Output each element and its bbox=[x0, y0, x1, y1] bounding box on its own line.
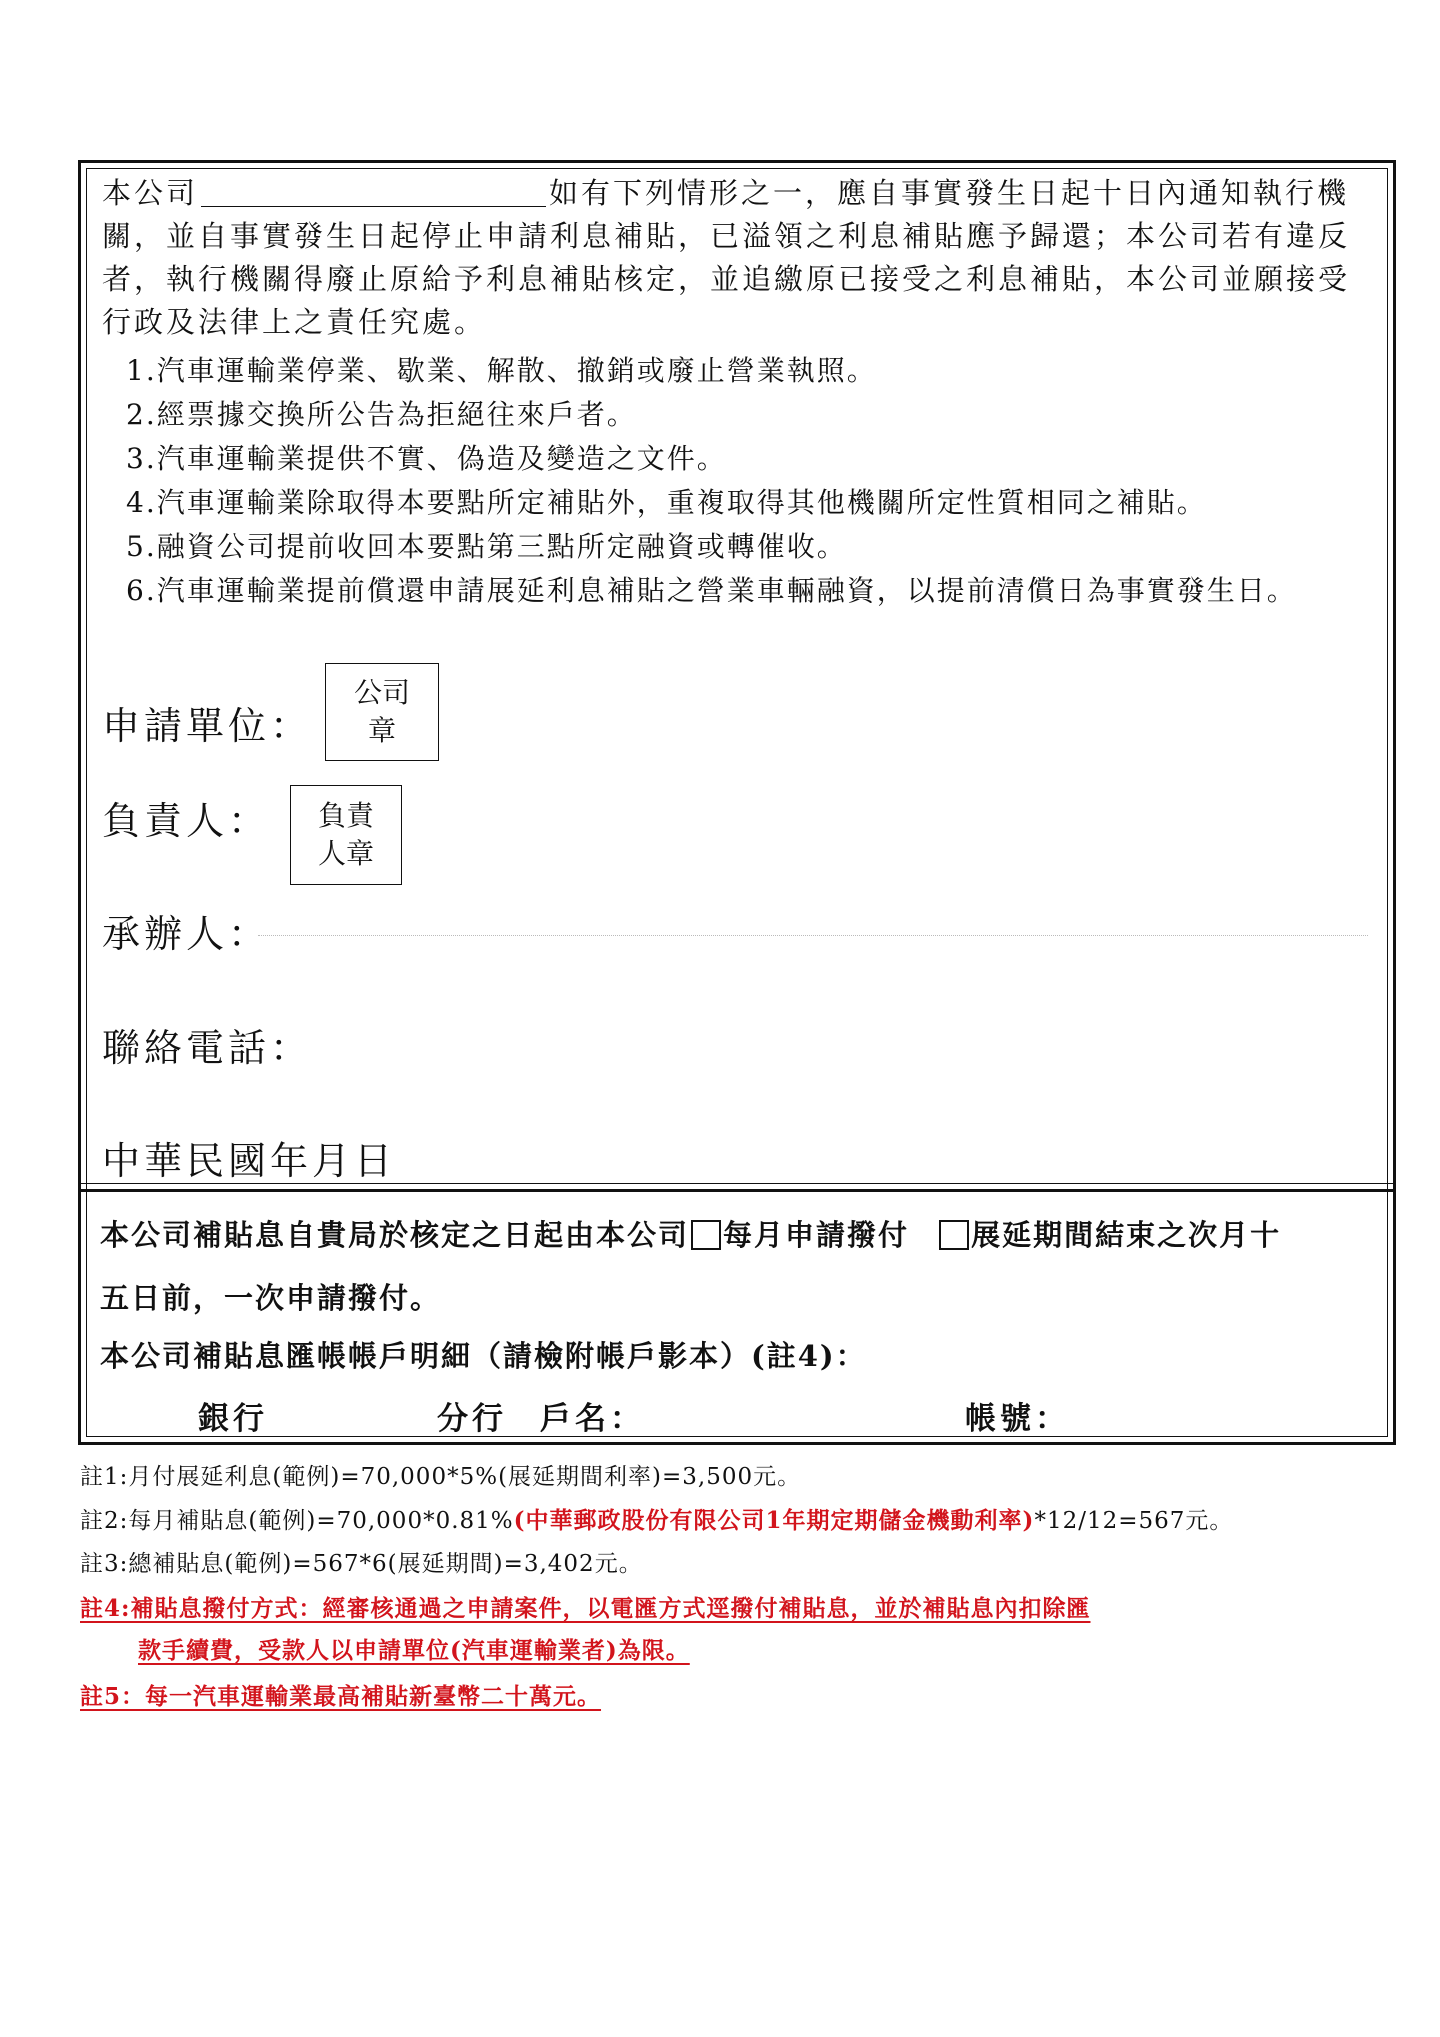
note-2-rate-source: (中華郵政股份有限公司1年期定期儲金機動利率) bbox=[513, 1507, 1035, 1534]
account-number-label: 帳號： bbox=[965, 1401, 1070, 1437]
condition-list bbox=[126, 349, 1366, 613]
account-heading: 本公司補貼息匯帳帳戶明細（請檢附帳戶影本）(註4)： bbox=[100, 1339, 867, 1373]
note-1: 註1:月付展延利息(範例)=70,000*5%(展延期間利率)=3,500元。 bbox=[80, 1464, 802, 1490]
applicant-label: 申請單位： bbox=[102, 704, 313, 748]
owner-stamp-box[interactable] bbox=[290, 785, 402, 885]
condition-item: 6.汽車運輸業提前償還申請展延利息補貼之營業車輛融資，以提前清償日為事實發生日。 bbox=[126, 574, 1297, 607]
note-4-continued: 款手續費，受款人以申請單位(汽車運輸業者)為限。 bbox=[138, 1637, 690, 1664]
payment-option-line-2: 五日前，一次申請撥付。 bbox=[100, 1281, 442, 1315]
lump-sum-option-label: 展延期間結束之次月十 bbox=[971, 1218, 1282, 1252]
note-4: 註4:補貼息撥付方式：經審核通過之申請案件，以電匯方式逕撥付補貼息，並於補貼息內扣除匯 bbox=[80, 1595, 1091, 1622]
lump-sum-checkbox[interactable] bbox=[939, 1220, 969, 1250]
note-3: 註3:總補貼息(範例)=567*6(展延期間)=3,402元。 bbox=[80, 1551, 643, 1577]
company-stamp-box[interactable] bbox=[325, 663, 439, 761]
condition-item: 3.汽車運輸業提供不實、偽造及變造之文件。 bbox=[126, 442, 727, 475]
condition-item: 1.汽車運輸業停業、歇業、解散、撤銷或廢止營業執照。 bbox=[126, 354, 877, 387]
owner-stamp-text: 負責 人章 bbox=[317, 799, 374, 870]
bank-label: 銀行 bbox=[198, 1401, 268, 1437]
branch-label: 分行 bbox=[437, 1401, 507, 1437]
condition-item: 5.融資公司提前收回本要點第三點所定融資或轉催收。 bbox=[126, 530, 847, 563]
owner-label: 負責人： bbox=[102, 799, 271, 843]
handler-signature-line[interactable] bbox=[258, 935, 1368, 936]
date-label: 中華民國年月日 bbox=[102, 1139, 397, 1183]
commitment-statement bbox=[102, 172, 1370, 344]
account-name-label: 戶名： bbox=[540, 1401, 645, 1437]
note-2: 註2:每月補貼息(範例)=70,000*0.81%(中華郵政股份有限公司1年期定期儲金機動利率)*12/12=567元。 bbox=[80, 1507, 1234, 1534]
payment-option-line: 本公司補貼息自貴局於核定之日起由本公司 每月申請撥付 展延期間結束之次月十 bbox=[100, 1218, 1282, 1252]
monthly-option-label: 每月申請撥付 bbox=[723, 1218, 910, 1252]
handler-label: 承辦人： bbox=[102, 912, 271, 956]
condition-item: 2.經票據交換所公告為拒絕往來戶者。 bbox=[126, 398, 637, 431]
note-5: 註5：每一汽車運輸業最高補貼新臺幣二十萬元。 bbox=[80, 1683, 602, 1710]
phone-label: 聯絡電話： bbox=[102, 1026, 313, 1070]
company-stamp-text: 公司 章 bbox=[353, 676, 410, 747]
condition-item: 4.汽車運輸業除取得本要點所定補貼外，重複取得其他機關所定性質相同之補貼。 bbox=[126, 486, 1207, 519]
statement-text: 如有下列情形之一，應自事實發生日起十日內通知執行機關，並自事實發生日起停止申請利息補貼，已溢領之利息補貼應予歸還；本公司若有違反者，執行機關得廢止原給予利息補貼核定，並追繳原已接受之利息補貼，本公司並願接受行政及法律上之責任究處。 bbox=[102, 176, 1351, 339]
monthly-checkbox[interactable] bbox=[691, 1220, 721, 1250]
company-name-blank[interactable] bbox=[201, 176, 546, 207]
statement-lead: 本公司 bbox=[102, 176, 199, 210]
